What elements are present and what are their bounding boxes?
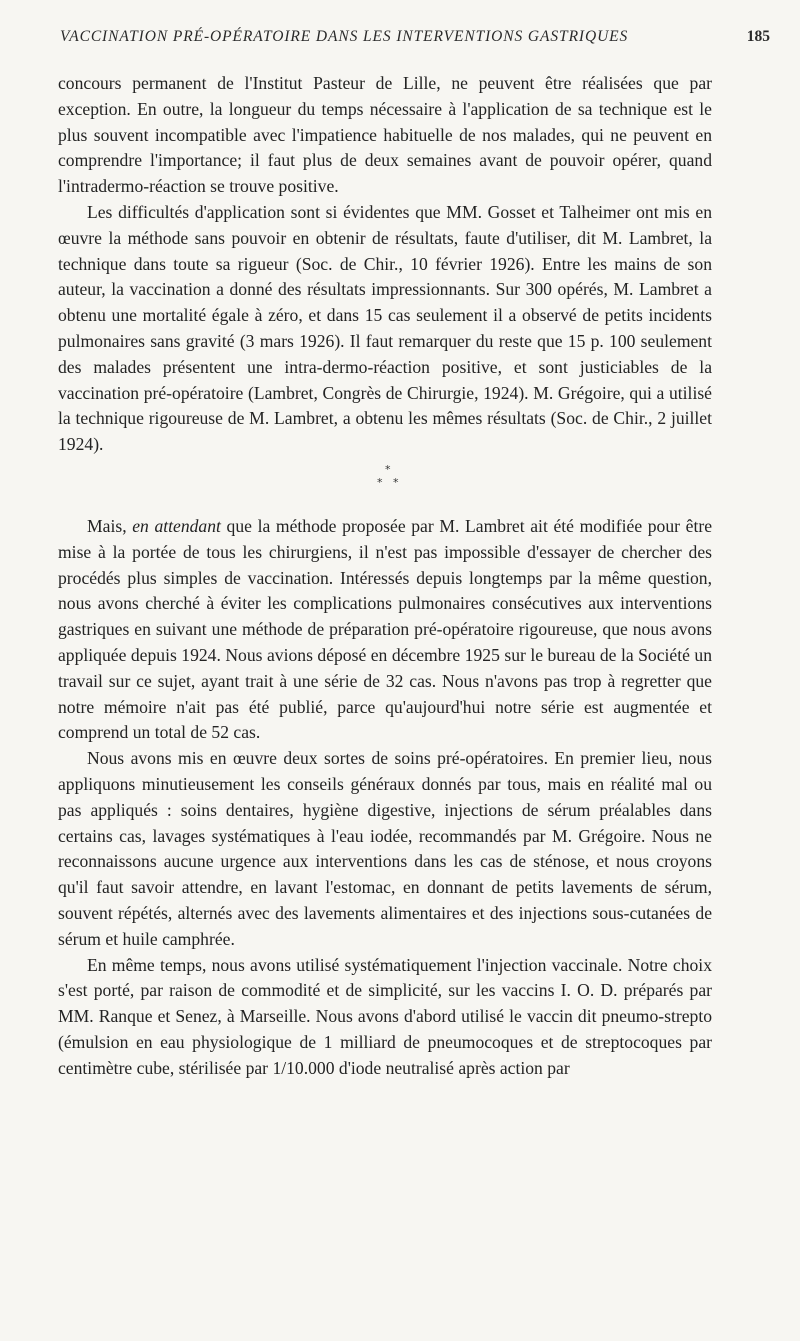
page-number: 185 — [746, 28, 770, 45]
asterism-star: * — [377, 475, 383, 489]
asterism-divider — [58, 458, 712, 514]
paragraph-4: Nous avons mis en œuvre deux sortes de soins pré-opératoires. En premier lieu, nous appliquons minutieusement les conseils généraux donnés par tous, mais en réalité mal ou pas appliqués : soins dentaires, hygiène digestive, injections de sérum préalables dans certains cas, lavages systématiques à l'eau iodée, recommandés par M. Grégoire. Nous ne reconnaissons aucune urgence aux interventions dans les cas de sténose, et nous croyons qu'il faut savoir attendre, en lavant l'estomac, en donnant de petits lavements de sérum, souvent répétés, alternés avec des lavements alimentaires et des injections sous-cutanées de sérum et huile camphrée. — [58, 748, 712, 949]
paragraph-1: concours permanent de l'Institut Pasteur de Lille, ne peuvent être réalisées que par exception. En outre, la longueur du temps nécessaire à l'application de sa technique est le plus souvent incompatible avec l'impatience habituelle de nos malades, qui ne peuvent en comprendre l'importance; il faut plus de deux semaines avant de pouvoir opérer, quand l'intradermo-réaction se trouve positive. — [58, 73, 712, 197]
paragraph-3-text: que la méthode proposée par M. Lambret ait été modifiée pour être mise à la portée de tous les chirurgiens, il n'est pas impossible d'essayer de chercher des procédés plus simples de vaccination. Intéressés depuis longtemps par la même question, nous avons cherché à éviter les complications pulmonaires consécutives aux interventions gastriques en suivant une méthode de préparation pré-opératoire rigoureuse, que nous avons appliquée depuis 1924. Nous avions déposé en décembre 1925 sur le bureau de la Société un travail sur ce sujet, ayant trait à une série de 32 cas. Nous n'avons pas trop à regretter que notre mémoire n'ait pas été publié, parce qu'aujourd'hui notre série est augmentée et comprend un total de 52 cas. — [58, 515, 713, 743]
paragraph-2: Les difficultés d'application sont si évidentes que MM. Gosset et Talheimer ont mis en œuvre la méthode sans pouvoir en obtenir de résultats, faute d'utiliser, dit M. Lambret, la technique dans toute sa rigueur (Soc. de Chir., 10 février 1926). Entre les mains de son auteur, la vaccination a donné des résultats impressionnants. Sur 300 opérés, M. Lambret a obtenu une mortalité égale à zéro, et dans 15 cas seulement il a observé de petits incidents pulmonaires sans gravité (3 mars 1926). Il faut remarquer du reste que 15 p. 100 seulement des malades présentent une intra-dermo-réaction positive, et sont justiciables de la vaccination pré-opératoire (Lambret, Congrès de Chirurgie, 1924). M. Grégoire, qui a utilisé la technique rigoureuse de M. Lambret, a obtenu les mêmes résultats (Soc. de Chir., 2 juillet 1924). — [58, 201, 712, 455]
paragraph-5: En même temps, nous avons utilisé systématiquement l'injection vaccinale. Notre choix s'est porté, par raison de commodité et de simplicité, sur les vaccins I. O. D. préparés par MM. Ranque et Senez, à Marseille. Nous avons d'abord utilisé le vaccin dit pneumo-strepto (émulsion en eau physiologique de 1 milliard de pneumocoques et de streptocoques par centimètre cube, stérilisée par 1/10.000 d'iode neutralisé après action par — [58, 954, 712, 1078]
asterism-star: * — [393, 475, 399, 489]
running-head — [60, 16, 770, 46]
running-title: VACCINATION PRÉ-OPÉRATOIRE DANS LES INTERVENTIONS GASTRIQUES — [60, 28, 629, 45]
paragraph-3-lead: Mais, — [87, 515, 133, 536]
asterism-star: * — [385, 462, 391, 476]
paragraph-3 — [58, 514, 712, 746]
emphasis-en-attendant: en attendant — [132, 515, 221, 536]
body-text — [58, 71, 712, 1081]
